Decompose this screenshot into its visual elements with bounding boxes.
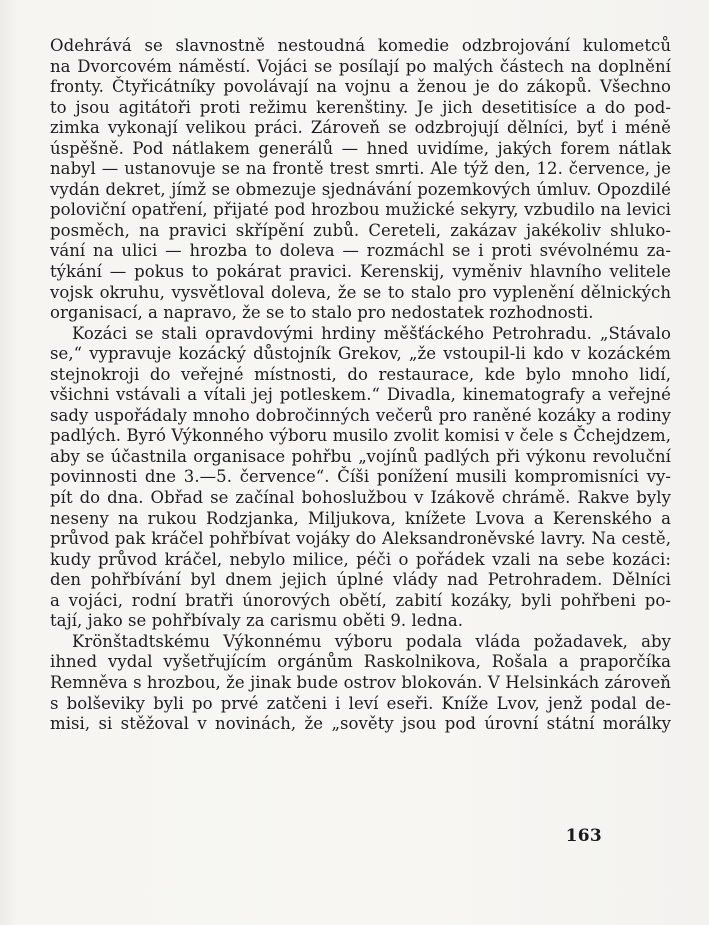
- text-line: aby se účastnila organisace pohřbu „vojínů padlých při výkonu revoluční: [50, 446, 671, 466]
- text-line: všichni vstávali a vítali jej potleskem.“ Divadla, kinematografy a veřejné: [50, 385, 671, 405]
- text-line: misi, si stěžoval v novinách, že „sověty jsou pod úrovní státní morálky: [50, 714, 671, 734]
- text-line: organisací, a napravo, že se to stalo pro nedostatek rozhodnosti.: [50, 303, 594, 323]
- text-line: povinnosti dne 3.—5. července“. Číši ponížení musili kompromisníci vy-: [50, 467, 671, 487]
- text-line: to jsou agitátoři proti režimu kerenštiny. Je jich desetitisíce a do pod-: [50, 97, 671, 117]
- text-line: poloviční opatření, přijaté pod hrozbou mužické sekyry, vzbudilo na levici: [50, 200, 671, 220]
- text-line: Remněva s hrozbou, že jinak bude ostrov blokován. V Helsinkách zároveň: [50, 672, 671, 692]
- text-line: zimka vykonají velikou práci. Zároveň se odzbrojují dělníci, byť i méně: [50, 118, 671, 138]
- text-line: a vojáci, rodní bratři únorových obětí, zabití kozáky, byli pohřbeni po-: [50, 590, 671, 610]
- text-line: stejnokroji do veřejné místnosti, do restaurace, kde bylo mnoho lidí,: [50, 364, 671, 384]
- text-line: den pohřbívání byl dnem jejich úplné vlády nad Petrohradem. Dělníci: [50, 570, 671, 590]
- text-line: ihned vydal vyšetřujícím orgánům Raskolnikova, Rošala a praporčíka: [50, 652, 671, 672]
- text-line: vojsk okruhu, vysvětloval doleva, že se to stalo pro vyplenění dělnických: [50, 282, 671, 302]
- text-line: posměch, na pravici skřípění zubů. Cereteli, zakázav jakékoliv shluko-: [50, 220, 671, 240]
- text-line: týkání — pokus to pokárat pravici. Kerenskij, vyměniv hlavního velitele: [50, 262, 671, 282]
- page-number: 163: [565, 826, 602, 846]
- text-line: neseny na rukou Rodzjanka, Miljukova, knížete Lvova a Kerenského a: [50, 508, 671, 528]
- text-line: nabyl — ustanovuje se na frontě trest smrti. Ale týž den, 12. července, je: [50, 159, 671, 179]
- text-line: průvod pak kráčel pohřbívat vojáky do Aleksandroněvské lavry. Na cestě,: [50, 529, 671, 549]
- text-line: kudy průvod kráčel, nebylo milice, péči o pořádek vzali na sebe kozáci:: [50, 549, 671, 569]
- text-line: na Dvorcovém náměstí. Vojáci se posílají po malých částech na doplnění: [50, 56, 671, 76]
- text-line: pít do dna. Obřad se začínal bohoslužbou v Izákově chrámě. Rakve byly: [50, 488, 671, 508]
- text-line: Krönštadtskému Výkonnému výboru podala vláda požadavek, aby: [72, 631, 671, 651]
- body-text: [50, 36, 671, 735]
- text-line: tají, jako se pohřbívaly za carismu oběti 9. ledna.: [50, 611, 464, 631]
- text-line: sady uspořádaly mnoho dobročinných večerů pro raněné kozáky a rodiny: [50, 405, 671, 425]
- text-line: vydán dekret, jímž se obmezuje sjednávání pozemkových úmluv. Opozdilé: [50, 179, 671, 199]
- text-line: fronty. Čtyřicátníky povolávají na vojnu a ženou je do zákopů. Všechno: [50, 77, 671, 97]
- text-line: padlých. Byró Výkonného výboru musilo zvolit komisi v čele s Čchejdzem,: [50, 426, 671, 446]
- text-line: Odehrává se slavnostně nestoudná komedie odzbrojování kulometců: [50, 36, 671, 55]
- text-line: Kozáci se stali opravdovými hrdiny měšťáckého Petrohradu. „Stávalo: [72, 323, 671, 343]
- text-line: s bolševiky byli po prvé zatčeni i leví eseři. Kníže Lvov, jenž podal de-: [50, 693, 671, 713]
- text-line: vání na ulici — hrozba to doleva — rozmáchl se i proti svévolnému za-: [50, 241, 671, 261]
- text-line: úspěšně. Pod nátlakem generálů — hned uvidíme, jakých forem nátlak: [50, 138, 671, 158]
- text-line: se,“ vypravuje kozácký důstojník Grekov, „že vstoupil-li kdo v kozáckém: [50, 344, 671, 364]
